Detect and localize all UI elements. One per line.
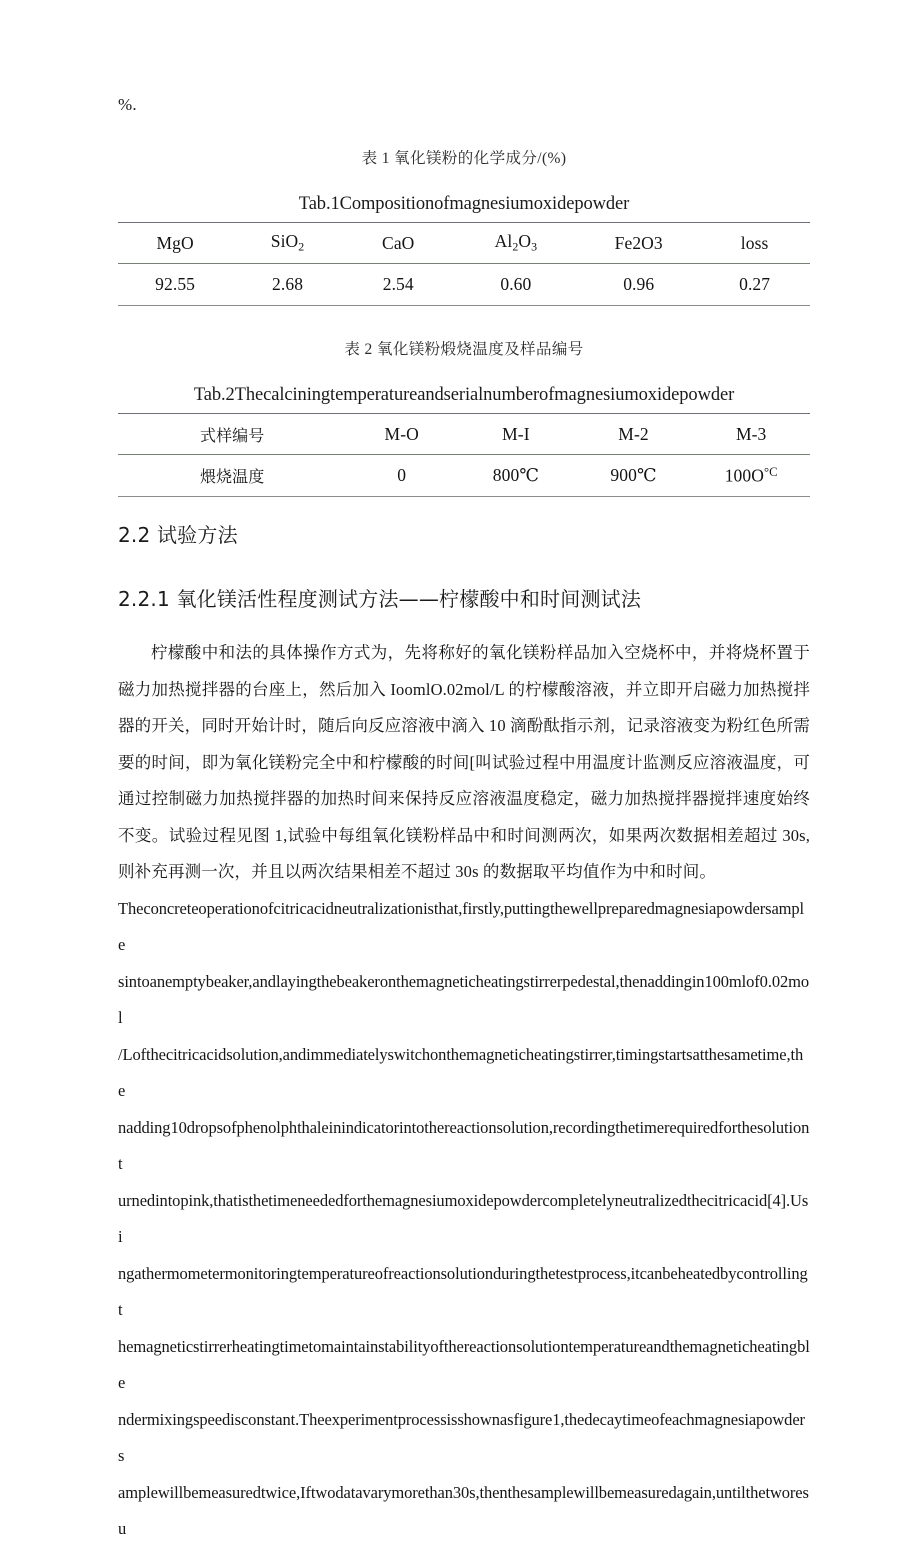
body-english-line: urnedintopink,thatisthetimeneededforthemagnesiumoxidepowdercompletelyneutralizedthecitricacid[4].Usi [118, 1190, 809, 1246]
table1-value-row [118, 264, 810, 306]
table1-value-fe2o3: 0.96 [578, 264, 699, 306]
table1-header-row [118, 223, 810, 264]
table1-header-al2o3 [454, 223, 579, 264]
table2-sample-m-o: M-O [346, 414, 457, 455]
table1-header-cao: CaO [343, 223, 454, 264]
body-english-line: hemagneticstirrerheatingtimetomaintainstabilityofthereactionsolutiontemperatureandthemagneticheatingble [118, 1336, 810, 1392]
sio2-subscript: 2 [298, 239, 305, 254]
body-english-line: amplewillbemeasuredtwice,Iftwodatavarymorethan30s,thenthesamplewillbemeasuredagain,untilthetworesu [118, 1482, 809, 1538]
table1-header-sio2 [232, 223, 343, 264]
table2-sample-m-2: M-2 [575, 414, 693, 455]
table2-sample-row [118, 414, 810, 455]
body-english-line: Theconcreteoperationofcitricacidneutralizationisthat,firstly,puttingthewellpreparedmagnesiapowdersample [118, 898, 805, 954]
table1-value-loss: 0.27 [699, 264, 810, 306]
al2o3-base-b: O [518, 231, 532, 252]
table1-spacer [118, 306, 810, 340]
body-english-line: sintoanemptybeaker,andlayingthebeakeronthemagneticheatingstirrerpedestal,thenaddingin100mlof0.02mol [118, 971, 810, 1027]
table2-row-label-calcining-temperature: 煨烧温度 [118, 455, 346, 497]
table1-value-sio2: 2.68 [232, 264, 343, 306]
table1-caption-chinese: 表 1 氧化镁粉的化学成分/(%) [361, 150, 567, 167]
sio2-base: SiO [270, 231, 299, 252]
table2-temperature-900: 900℃ [575, 455, 693, 497]
table1-header-fe2o3: Fe2O3 [578, 223, 699, 264]
body-english-line: ndermixingspeedisconstant.Theexperimentprocessisshownasfigure1,thedecaytimeofeachmagnesiapowders [118, 1409, 805, 1465]
body-english-line: /Lofthecitricacidsolution,andimmediatelyswitchonthemagneticheatingstirrer,timingstartsatthesametime,the [118, 1044, 804, 1100]
table-composition-of-magnesium-oxide-powder [118, 222, 810, 306]
body-english-line: ngathermometermonitoringtemperatureofreactionsolutionduringthetestprocess,itcanbeheatedbycontrollingt [118, 1263, 808, 1319]
table1-value-cao: 2.54 [343, 264, 454, 306]
table2-caption-english: Tab.2Thecalciningtemperatureandserialnumberofmagnesiumoxidepowder [193, 385, 735, 405]
table2-sample-m-i: M-I [457, 414, 575, 455]
top-fragment-text: %. [118, 95, 137, 114]
table1-caption-english: Tab.1Compositionofmagnesiumoxidepowder [298, 194, 630, 214]
body-paragraph-english [118, 891, 810, 1548]
table-calcining-temperature-and-serial-number [118, 413, 810, 497]
table2-temperature-row [118, 455, 810, 497]
table1-header-mgo: MgO [118, 223, 232, 264]
al2o3-subscript-a: 2 [512, 239, 519, 254]
table2-temperature-800: 800℃ [457, 455, 575, 497]
table2-row-label-sample-number: 式样编号 [118, 414, 346, 455]
table2-caption-chinese: 表 2 氧化镁粉煅烧温度及样品编号 [344, 341, 584, 358]
temp-last-suffix: °C [763, 464, 778, 479]
table1-header-loss: loss [699, 223, 810, 264]
al2o3-base-a: Al [494, 231, 513, 252]
section-heading-2-2-1: 2.2.1 氧化镁活性程度测试方法——柠檬酸中和时间测试法 [118, 587, 642, 611]
table1-value-mgo: 92.55 [118, 264, 232, 306]
al2o3-subscript-b: 3 [531, 239, 538, 254]
body-english-line: nadding10dropsofphenolphthaleinindicatorintothereactionsolution,recordingthetimerequiredforthesolutiont [118, 1117, 810, 1173]
table2-bottom-rule [118, 497, 810, 498]
section-heading-2-2: 2.2 试验方法 [118, 523, 238, 547]
body-paragraph-chinese: 柠檬酸中和法的具体操作方式为，先将称好的氧化镁粉样品加入空烧杯中，并将烧杯置于磁力加热搅拌器的台座上，然后加入 IoomlO.02mol/L 的柠檬酸溶液，并立即开启磁力加热搅拌器的开关，同时开始计时，随后向反应溶液中滴入 10 滴酚酞指示剂，记录溶液变为粉红色所需要的时间，即为氧化镁粉完全中和柠檬酸的时间[叫试验过程中用温度计监测反应溶液温度，可通过控制磁力加热搅拌器的加热时间来保持反应溶液温度稳定，磁力加热搅拌器搅拌速度始终不变。试验过程见图 1,试验中每组氧化镁粉样品中和时间测两次，如果两次数据相差超过 30s,则补充再测一次，并且以两次结果相差不超过 30s 的数据取平均值作为中和时间。 [118, 643, 810, 881]
table2-temperature-1000 [692, 455, 810, 497]
table2-temperature-0: 0 [346, 455, 457, 497]
table1-value-al2o3: 0.60 [454, 264, 579, 306]
table2-sample-m-3: M-3 [692, 414, 810, 455]
temp-last-prefix: 100O [724, 465, 764, 486]
